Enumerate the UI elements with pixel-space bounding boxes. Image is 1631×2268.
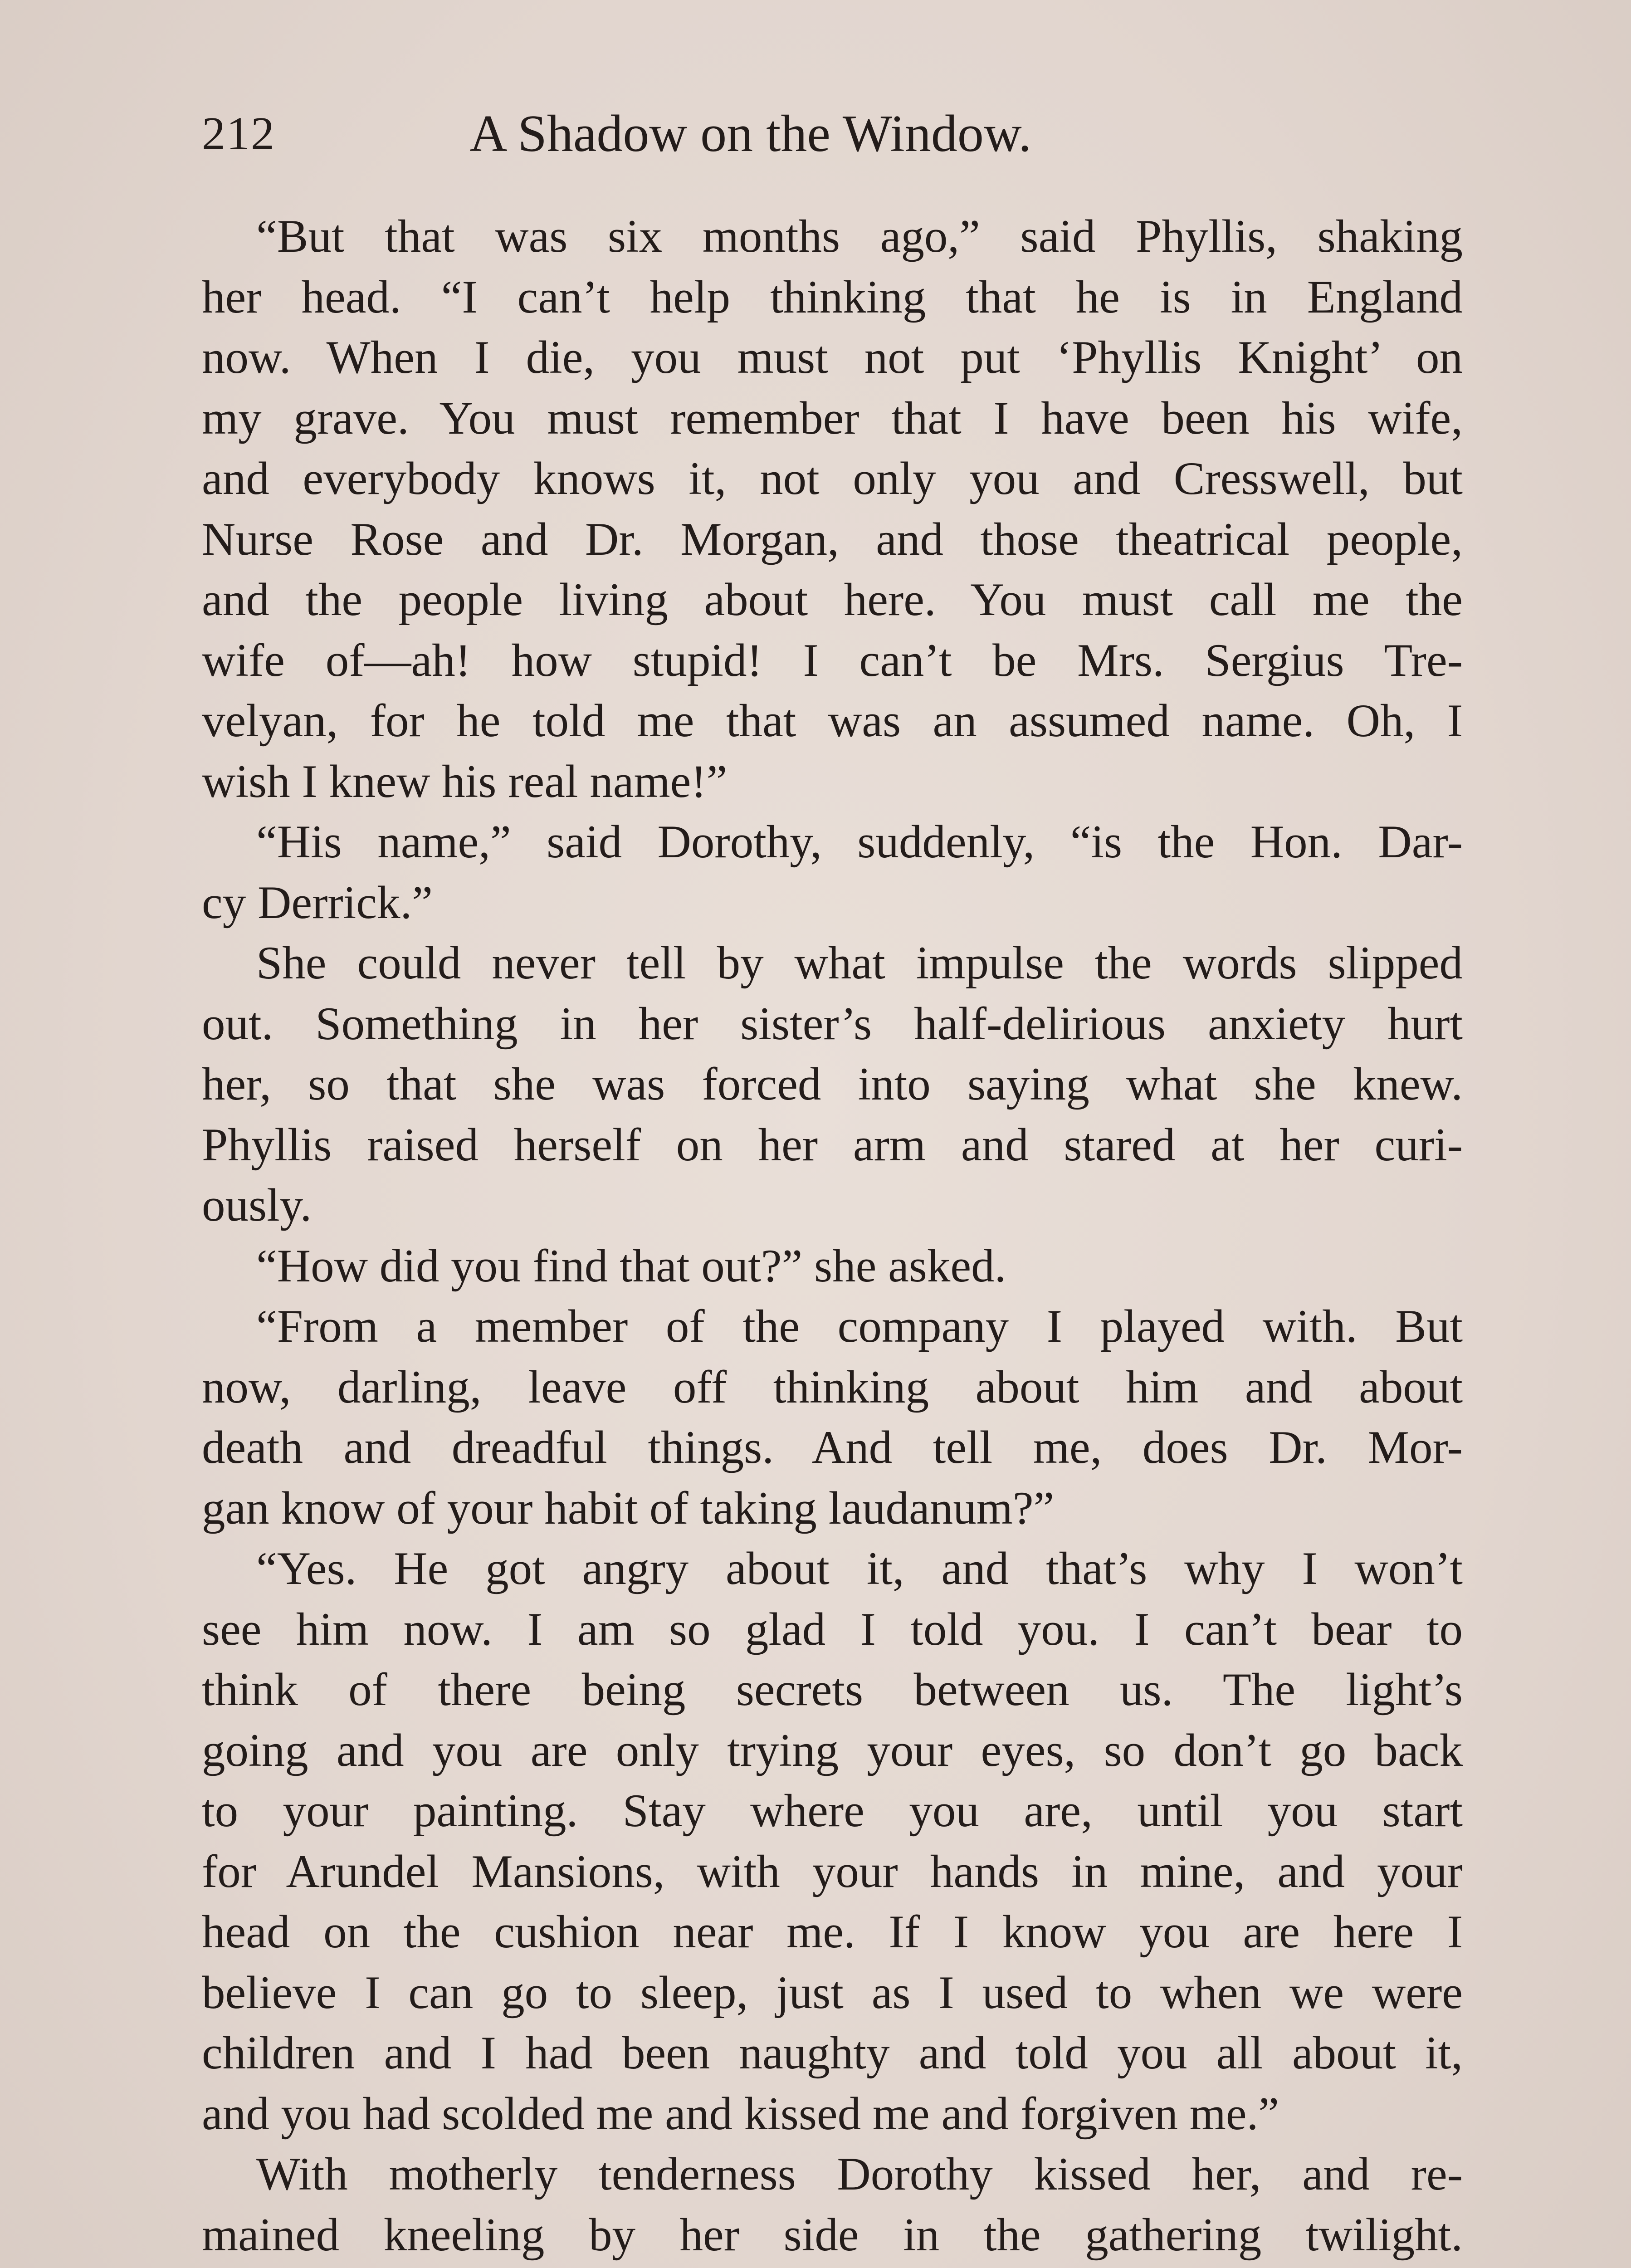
page-number: 212 xyxy=(202,108,275,160)
text-line: to your painting. Stay where you are, until you start xyxy=(202,1785,1463,1837)
text-line: cy Derrick.” xyxy=(202,876,433,929)
text-line: believe I can go to sleep, just as I used to when we were xyxy=(202,1966,1463,2019)
text-line: wife of—ah! how stupid! I can’t be Mrs. Sergius Tre- xyxy=(202,634,1463,686)
text-line: death and dreadful things. And tell me, does Dr. Mor- xyxy=(202,1422,1463,1473)
text-line: “But that was six months ago,” said Phyllis, shaking xyxy=(256,210,1463,262)
text-line: think of there being secrets between us. The light’s xyxy=(202,1664,1463,1716)
text-line: out. Something in her sister’s half-delirious anxiety hurt xyxy=(202,997,1463,1050)
text-line: her head. “I can’t help thinking that he is in England xyxy=(202,271,1463,323)
text-line: mained kneeling by her side in the gathering twilight. xyxy=(202,2209,1463,2261)
text-line xyxy=(202,2265,1463,2268)
text-line: “From a member of the company I played with. But xyxy=(256,1300,1463,1352)
text-line: wish I knew his real name!” xyxy=(202,755,728,807)
text-line: Phyllis raised herself on her arm and stared at her curi- xyxy=(202,1119,1463,1171)
text-line: “Yes. He got angry about it, and that’s why I won’t xyxy=(256,1543,1463,1594)
text-line: for Arundel Mansions, with your hands in mine, and your xyxy=(202,1845,1463,1897)
running-title: A Shadow on the Window. xyxy=(469,105,1032,163)
page-header xyxy=(202,98,1472,170)
text-line: “How did you find that out?” she asked. xyxy=(256,1240,1006,1292)
text-line: her, so that she was forced into saying what she knew. xyxy=(202,1058,1463,1110)
text-line: With motherly tenderness Dorothy kissed her, and re- xyxy=(256,2148,1463,2200)
text-line: children and I had been naughty and told you all about it, xyxy=(202,2027,1463,2079)
text-line: velyan, for he told me that was an assumed name. Oh, I xyxy=(202,695,1463,747)
text-line: gan know of your habit of taking laudanum?” xyxy=(202,1482,1055,1534)
text-line: head on the cushion near me. If I know you are here I xyxy=(202,1906,1463,1958)
text-line: and the people living about here. You must call me the xyxy=(202,574,1463,626)
body-text xyxy=(202,206,1463,2268)
text-line: my grave. You must remember that I have been his wife, xyxy=(202,392,1463,444)
text-line: and everybody knows it, not only you and Cresswell, but xyxy=(202,453,1463,504)
text-line: going and you are only trying your eyes, so don’t go back xyxy=(202,1724,1463,1776)
text-line: ously. xyxy=(202,1179,312,1231)
text-line: She could never tell by what impulse the words slipped xyxy=(256,937,1463,989)
text-line: and you had scolded me and kissed me and forgiven me.” xyxy=(202,2087,1279,2140)
text-line: Nurse Rose and Dr. Morgan, and those theatrical people, xyxy=(202,513,1463,565)
text-line: now, darling, leave off thinking about him and about xyxy=(202,1361,1463,1413)
text-line: see him now. I am so glad I told you. I can’t bear to xyxy=(202,1603,1463,1655)
text-line: “His name,” said Dorothy, suddenly, “is the Hon. Dar- xyxy=(256,816,1463,868)
text-line: now. When I die, you must not put ‘Phyllis Knight’ on xyxy=(202,332,1463,383)
